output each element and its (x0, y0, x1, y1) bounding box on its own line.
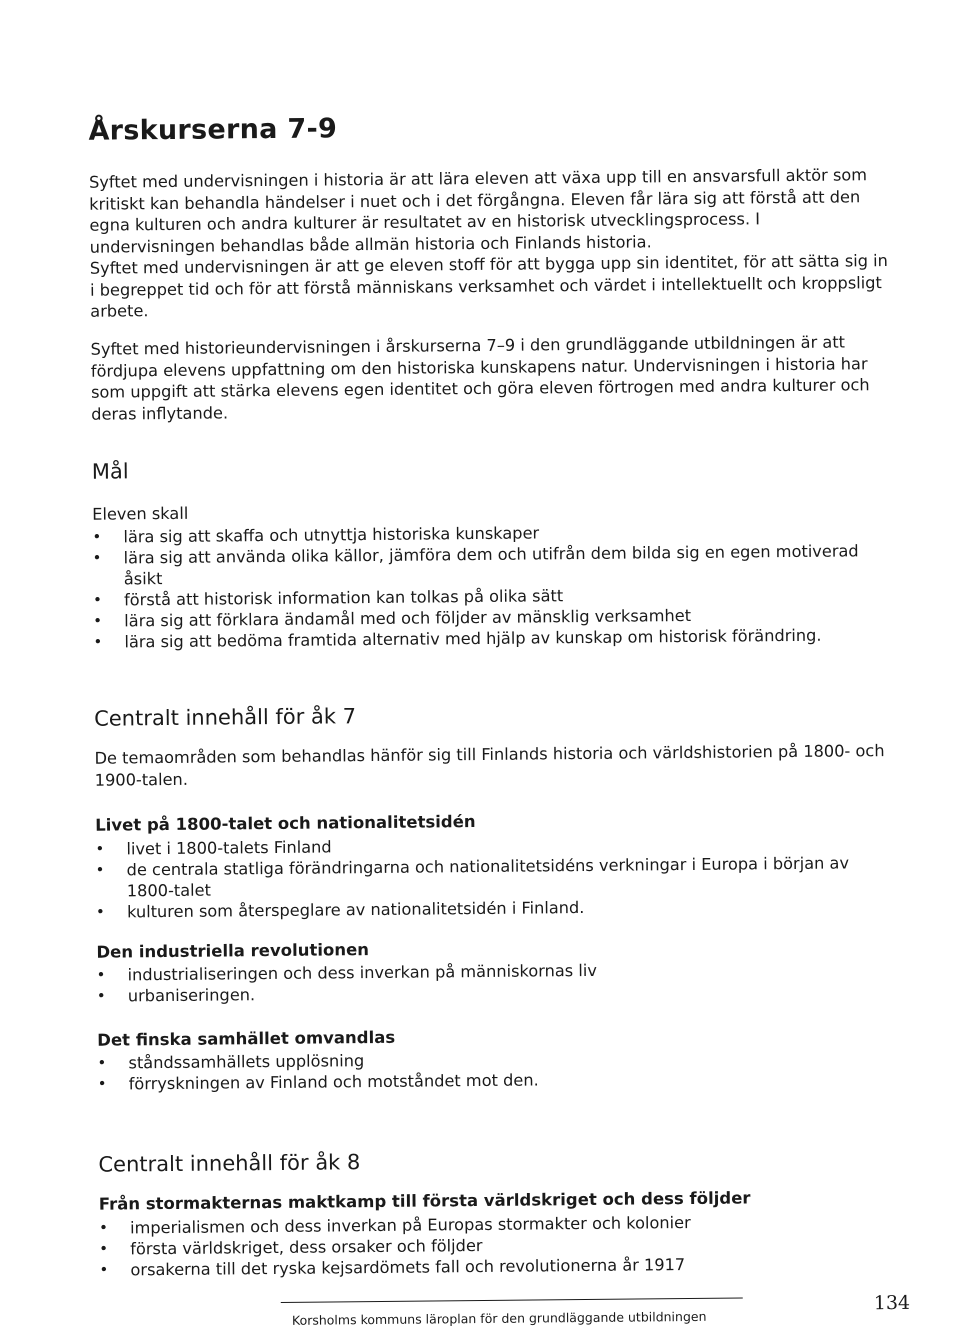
list-item: • urbaniseringen. (97, 978, 887, 1007)
ak7-section-3-title: Det finska samhället omvandlas (97, 1027, 396, 1050)
list-item: • de centrala statliga förändringarna och nationalitetsidéns verkningar i Europa i början av 1800-talet (96, 852, 886, 902)
mal-heading: Mål (91, 459, 129, 484)
ak8-heading: Centralt innehåll för åk 8 (98, 1150, 361, 1177)
list-item: • orsakerna till det ryska kejsardömets fall och revolutionerna år 1917 (99, 1252, 889, 1281)
ak8-section-1-list (99, 1210, 890, 1281)
list-item: • ståndssamhällets upplösning (97, 1045, 887, 1074)
list-item: • lära sig att skaffa och utnyttja historiska kunskaper (92, 519, 882, 548)
ak8-section-1-title: Från stormakternas maktkamp till första världskriget och dess följder (98, 1188, 751, 1214)
intro-paragraph-1: Syftet med undervisningen i historia är att lära eleven att växa upp till en ansvarsfull aktör som kritiskt kan behandla händelser i nuet och i det förgångna. Eleven får lära sig att förstå att den egna kulturen och andra kulturer är resultatet av en historisk utvecklingsprocess. I undervisningen behandlas både allmän historia och Finlands historia. (88, 165, 868, 257)
ak7-section-1-list (95, 831, 886, 923)
page-number: 134 (873, 1291, 911, 1315)
list-item: • kulturen som återspeglare av nationalitetsidén i Finland. (96, 894, 886, 923)
footer-divider (281, 1298, 743, 1303)
list-item: • imperialismen och dess inverkan på Europas stormakter och kolonier (99, 1210, 889, 1239)
mal-lead: Eleven skall (92, 503, 189, 524)
ak7-section-2-list (97, 957, 887, 1007)
intro-paragraph-2: Syftet med undervisningen är att ge eleven stoff för att bygga upp sin identitet, för att sätta sig in i begreppet tid och för att förstå människans verksamhet och värdet i intellektuellt och kroppsligt arbete. (89, 251, 888, 321)
list-item: • lära sig att bedöma framtida alternativ med hjälp av kunskap om historisk förändring. (93, 624, 883, 653)
intro-paragraph-3: Syftet med historieundervisningen i årskurserna 7–9 i den grundläggande utbildningen är att fördjupa elevens uppfattning om den historiska kunskapens natur. Undervisningen i historia har som uppgift att stärka elevens egen identitet och göra eleven förtrogen med andra kulturer och deras inflytande. (90, 332, 870, 424)
page-title: Årskurserna 7-9 (88, 113, 338, 147)
ak7-section-1-title: Livet på 1800-talet och nationalitetsidén (95, 812, 476, 835)
footer-text: Korsholms kommuns läroplan för den grundläggande utbildningen (291, 1308, 707, 1328)
mal-list (92, 519, 883, 653)
ak7-heading: Centralt innehåll för åk 7 (94, 704, 357, 731)
ak7-section-2-title: Den industriella revolutionen (96, 940, 370, 962)
list-item: • förryskningen av Finland och motståndet mot den. (98, 1066, 888, 1095)
list-item: • industrialiseringen och dess inverkan på människornas liv (97, 957, 887, 986)
list-item: • lära sig att förklara ändamål med och följder av mänsklig verksamhet (93, 603, 883, 632)
ak7-section-3-list (97, 1045, 887, 1095)
list-item: • livet i 1800-talets Finland (95, 831, 885, 860)
ak7-intro: De temaområden som behandlas hänför sig till Finlands historia och världshistorien på 1800- och 1900-talen. (94, 741, 885, 790)
list-item: • förstå att historisk information kan tolkas på olika sätt (93, 582, 883, 611)
list-item: • första världskriget, dess orsaker och följder (99, 1231, 889, 1260)
list-item: • lära sig att använda olika källor, jämföra dem och utifrån dem bilda sig en egen motiverad åsikt (93, 540, 883, 590)
